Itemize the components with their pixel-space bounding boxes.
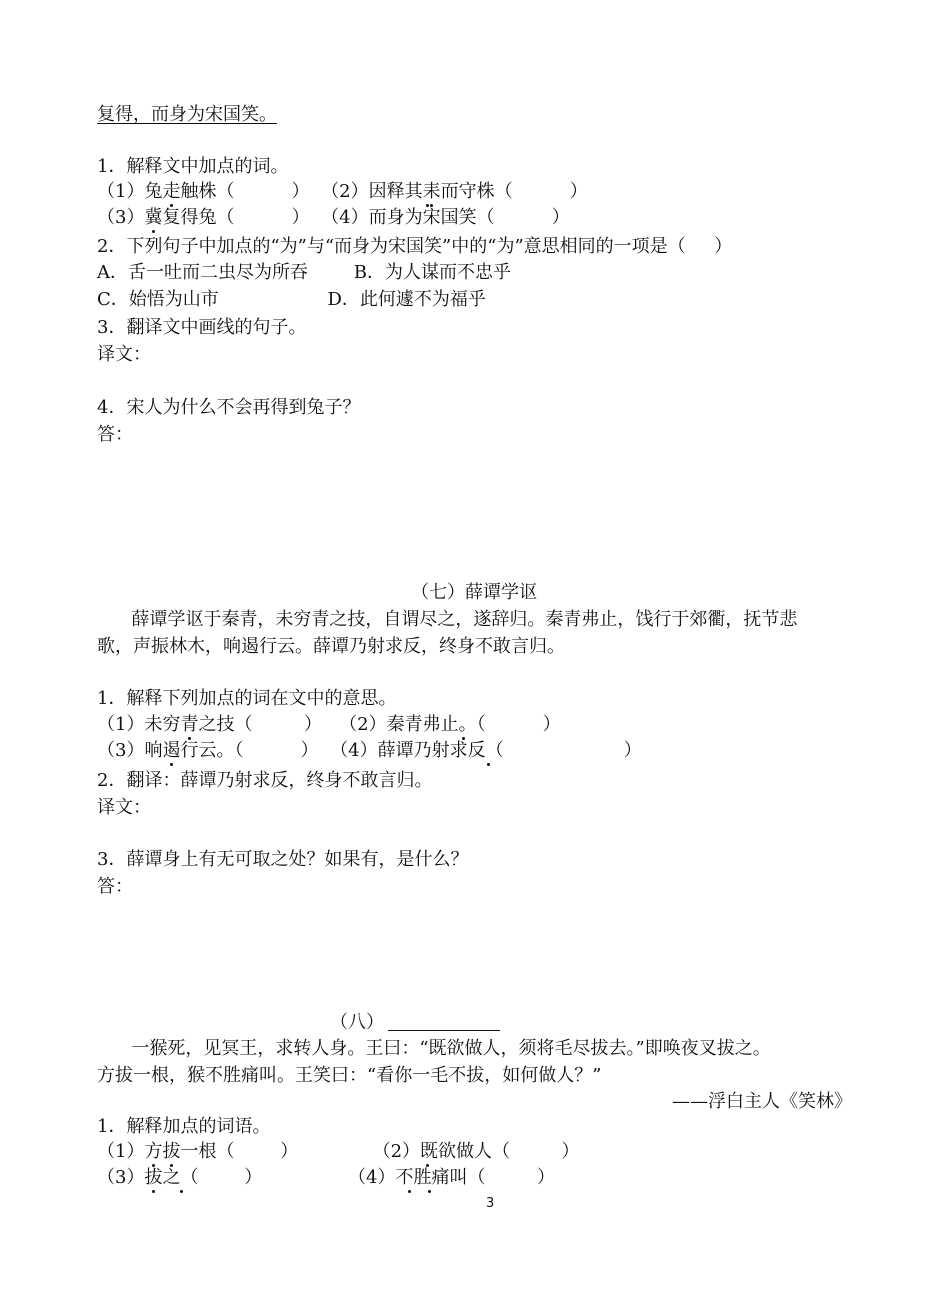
emphasis-dot xyxy=(426,204,429,207)
emphasis-dot xyxy=(487,763,490,766)
emphasis-dot xyxy=(430,204,433,207)
emphasis-dot xyxy=(462,737,465,740)
section-8-passage-line-2: 方拔一根，猴不胜痛叫。王笑曰：“看你一毛不拔，如何做人？” xyxy=(97,1065,602,1086)
title-blank xyxy=(388,1012,500,1031)
section-7-question-2: 2．翻译：薛谭乃射求反，终身不敢言归。 xyxy=(97,770,433,791)
question-1-heading: 1．解释文中加点的词。 xyxy=(97,156,289,177)
emphasis-dot xyxy=(152,1190,155,1193)
section-8-passage-line-1: 一猴死，见冥王，求转人身。王曰：“既欲做人，须将毛尽拔去。”即唤夜叉拔之。 xyxy=(97,1038,771,1059)
emphasis-dot xyxy=(170,1164,173,1167)
question-2-heading: 2．下列句子中加点的“为”与“而身为宋国笑”中的“为”意思相同的一项是（ ） xyxy=(97,236,733,257)
question-2-options-cd: C．始悟为山市 D．此何遽不为福乎 xyxy=(97,289,486,310)
section-8-question-1-items-b: （3）拔之（ ） （4）不胜痛叫（ ） xyxy=(97,1167,555,1188)
translation-label: 译文： xyxy=(97,344,151,365)
emphasis-dot xyxy=(180,1190,183,1193)
section-7-passage-line-2: 歌，声振林木，响遏行云。薛谭乃射求反，终身不敢言归。 xyxy=(97,636,565,657)
emphasis-dot xyxy=(428,1190,431,1193)
question-1-items-b: （3）冀复得兔（ ） （4）而身为宋国笑（ ） xyxy=(97,207,570,228)
section-7-title: （七）薛谭学讴 xyxy=(411,582,537,603)
section-7-answer-label: 答： xyxy=(97,876,133,897)
underlined-sentence: 复得，而身为宋国笑。 xyxy=(97,104,277,125)
emphasis-dot xyxy=(152,1164,155,1167)
section-8-question-1: 1．解释加点的词语。 xyxy=(97,1116,271,1137)
question-2-options-ab: A．舌一吐而二虫尽为所吞 B．为人谋而不忠乎 xyxy=(97,262,511,283)
emphasis-dot xyxy=(426,1164,429,1167)
section-7-question-1: 1．解释下列加点的词在文中的意思。 xyxy=(97,688,397,709)
section-7-question-1-items-b: （3）响遏行云。（ ） （4）薛谭乃射求反（ ） xyxy=(97,740,642,761)
answer-label: 答： xyxy=(97,424,133,445)
section-8-source: ——浮白主人《笑林》 xyxy=(672,1091,852,1112)
section-8-title xyxy=(330,1012,500,1034)
section-7-translation-label: 译文： xyxy=(97,797,151,818)
emphasis-dot xyxy=(170,204,173,207)
question-1-items-a: （1）兔走触株（ ） （2）因释其耒而守株（ ） xyxy=(97,181,588,202)
emphasis-dot xyxy=(170,763,173,766)
page-number: 3 xyxy=(486,1196,495,1211)
section-8-question-1-items-a: （1）方拔一根（ ） （2）既欲做人（ ） xyxy=(97,1141,580,1162)
section-7-question-3: 3．薛谭身上有无可取之处？如果有，是什么？ xyxy=(97,849,469,870)
section-7-question-1-items-a: （1）未穷青之技（ ） （2）秦青弗止。（ ） xyxy=(97,714,561,735)
question-3-heading: 3．翻译文中画线的句子。 xyxy=(97,317,307,338)
section-8-title-text: （八） xyxy=(330,1012,384,1033)
emphasis-dot xyxy=(188,737,191,740)
section-7-passage-line-1: 薛谭学讴于秦青，未穷青之技，自谓尽之，遂辞归。秦青弗止，饯行于郊衢，抚节悲 xyxy=(97,609,798,630)
emphasis-dot xyxy=(152,230,155,233)
question-4-heading: 4．宋人为什么不会再得到兔子？ xyxy=(97,397,361,418)
emphasis-dot xyxy=(408,1190,411,1193)
